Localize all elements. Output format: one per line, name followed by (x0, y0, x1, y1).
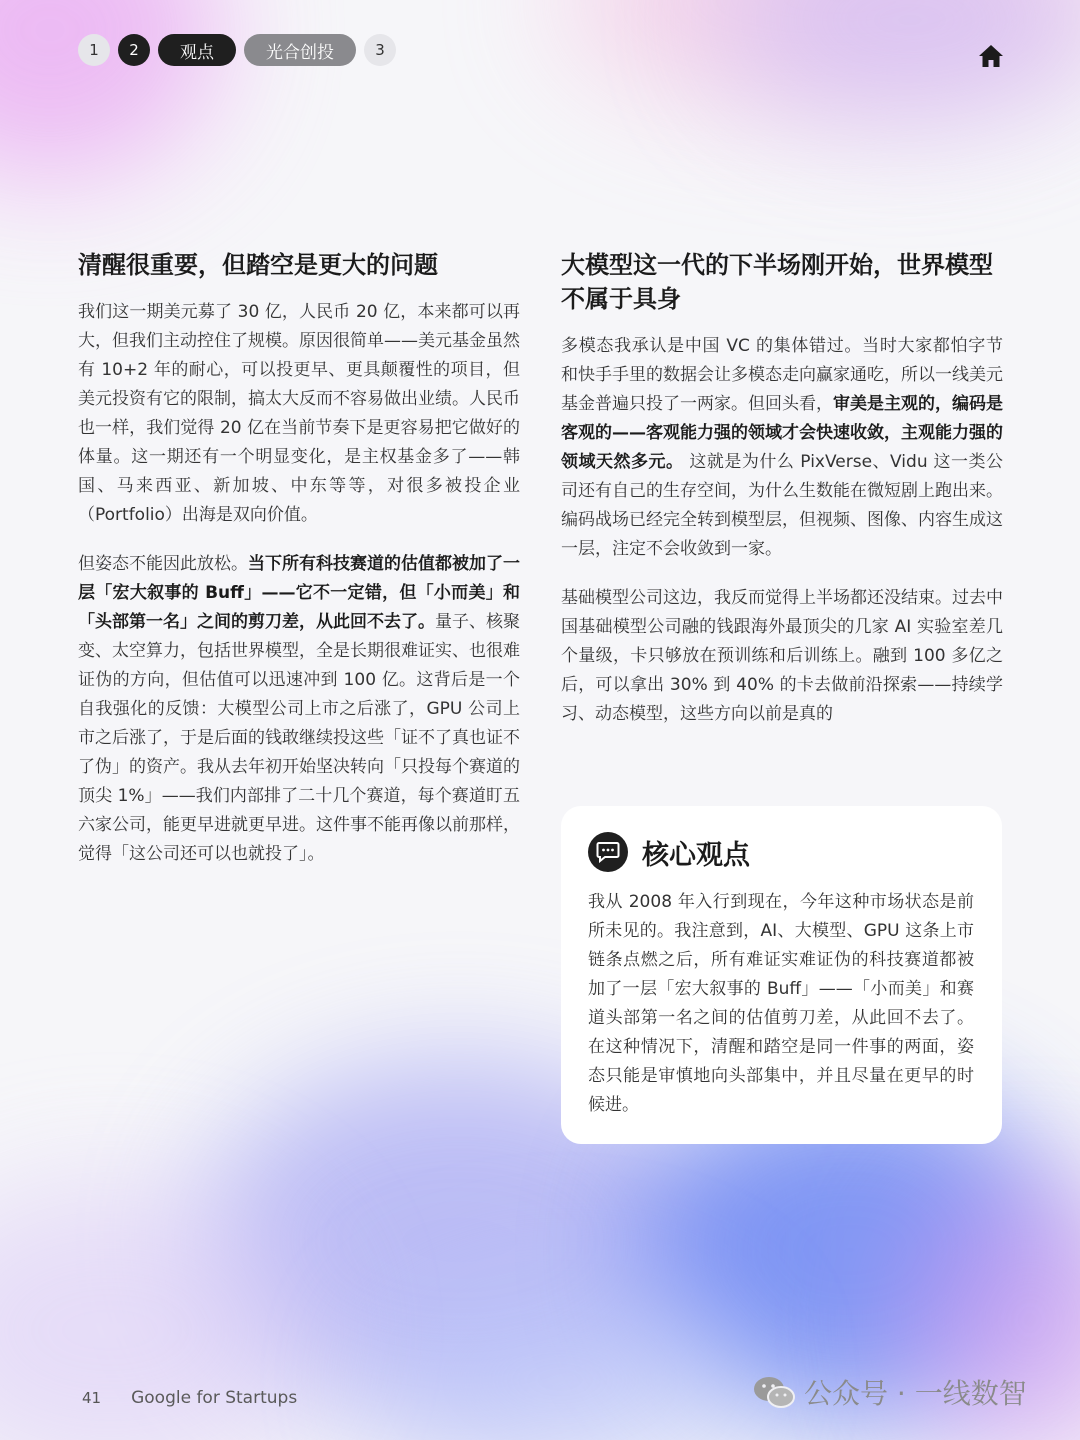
wechat-icon (752, 1374, 796, 1410)
brand-logo: Google for Startups (131, 1388, 298, 1408)
right-paragraph-1: 多模态我承认是中国 VC 的集体错过。当时大家都怕字节和快手手里的数据会让多模态走向赢家通吃，所以一线美元基金普遍只投了一两家。但回头看，审美是主观的，编码是客观的——客观能力强的领域才会快速收敛，主观能力强的领域天然多元。 这就是为什么 PixVerse、Vidu 这一类公司还有自己的生存空间，为什么生数能在微短剧上跑出来。编码战场已经完全转到模型层，但视频、图像、内容生成这一层，注定不会收敛到一家。 (561, 336, 1003, 559)
footer (82, 1388, 297, 1408)
right-column (561, 248, 1003, 749)
card-text: 我从 2008 年入行到现在，今年这种市场状态是前所未见的。我注意到，AI、大模型、GPU 这条上市链条点燃之后，所有难证实难证伪的科技赛道都被加了一层「宏大叙事的 Buff」——「小而美」和赛道头部第一名之间的估值剪刀差，从此回不去了。在这种情况下，清醒和踏空是同一件事的两面，姿态只能是审慎地向头部集中，并且尽量在更早的时候进。 (588, 892, 974, 1115)
page-number: 41 (82, 1389, 102, 1407)
nav-section-1[interactable]: 1 (78, 34, 110, 66)
card-title: 核心观点 (642, 839, 750, 871)
watermark (752, 1372, 1027, 1412)
chat-bubble-icon (588, 832, 628, 872)
watermark-text: 公众号 · 一线数智 (804, 1377, 1027, 1410)
section-nav (78, 34, 396, 66)
home-icon[interactable] (978, 44, 1004, 68)
nav-section-3[interactable]: 3 (364, 34, 396, 66)
emphasis-text: 审美是主观的，编码是客观的——客观能力强的领域才会快速收敛，主观能力强的领域天然多元。 (561, 394, 1003, 472)
left-heading: 清醒很重要，但踏空是更大的问题 (78, 251, 438, 279)
nav-tab-source[interactable]: 光合创投 (244, 34, 356, 66)
key-point-card (561, 806, 1002, 1144)
right-heading: 大模型这一代的下半场刚开始，世界模型不属于具身 (561, 251, 993, 313)
left-column (78, 248, 520, 889)
emphasis-text: 当下所有科技赛道的估值都被加了一层「宏大叙事的 Buff」——它不一定错，但「小而美」和「头部第一名」之间的剪刀差，从此回不去了。 (78, 554, 520, 632)
left-paragraph-2: 但姿态不能因此放松。当下所有科技赛道的估值都被加了一层「宏大叙事的 Buff」——它不一定错，但「小而美」和「头部第一名」之间的剪刀差，从此回不去了。量子、核聚变、太空算力，包括世界模型，全是长期很难证实、也很难证伪的方向，但估值可以迅速冲到 100 亿。这背后是一个自我强化的反馈：大模型公司上市之后涨了，GPU 公司上市之后涨了，于是后面的钱敢继续投这些「证不了真也证不了伪」的资产。我从去年初开始坚决转向「只投每个赛道的顶尖 1%」——我们内部排了二十几个赛道，每个赛道盯五六家公司，能更早进就更早进。这件事不能再像以前那样，觉得「这公司还可以也就投了」。 (78, 554, 520, 864)
nav-tab-viewpoint[interactable]: 观点 (158, 34, 236, 66)
right-paragraph-2: 基础模型公司这边，我反而觉得上半场都还没结束。过去中国基础模型公司融的钱跟海外最顶尖的几家 AI 实验室差几个量级，卡只够放在预训练和后训练上。融到 100 多亿之后，可以拿出 30% 到 40% 的卡去做前沿探索——持续学习、动态模型，这些方向以前是真的 (561, 588, 1003, 724)
nav-section-2[interactable]: 2 (118, 34, 150, 66)
left-paragraph-1: 我们这一期美元募了 30 亿，人民币 20 亿，本来都可以再大，但我们主动控住了规模。原因很简单——美元基金虽然有 10+2 年的耐心，可以投更早、更具颠覆性的项目，但美元投资有它的限制，搞太大反而不容易做出业绩。人民币也一样，我们觉得 20 亿在当前节奏下是更容易把它做好的体量。这一期还有一个明显变化，是主权基金多了——韩国、马来西亚、新加坡、中东等等，对很多被投企业（Portfolio）出海是双向价值。 (78, 302, 520, 525)
